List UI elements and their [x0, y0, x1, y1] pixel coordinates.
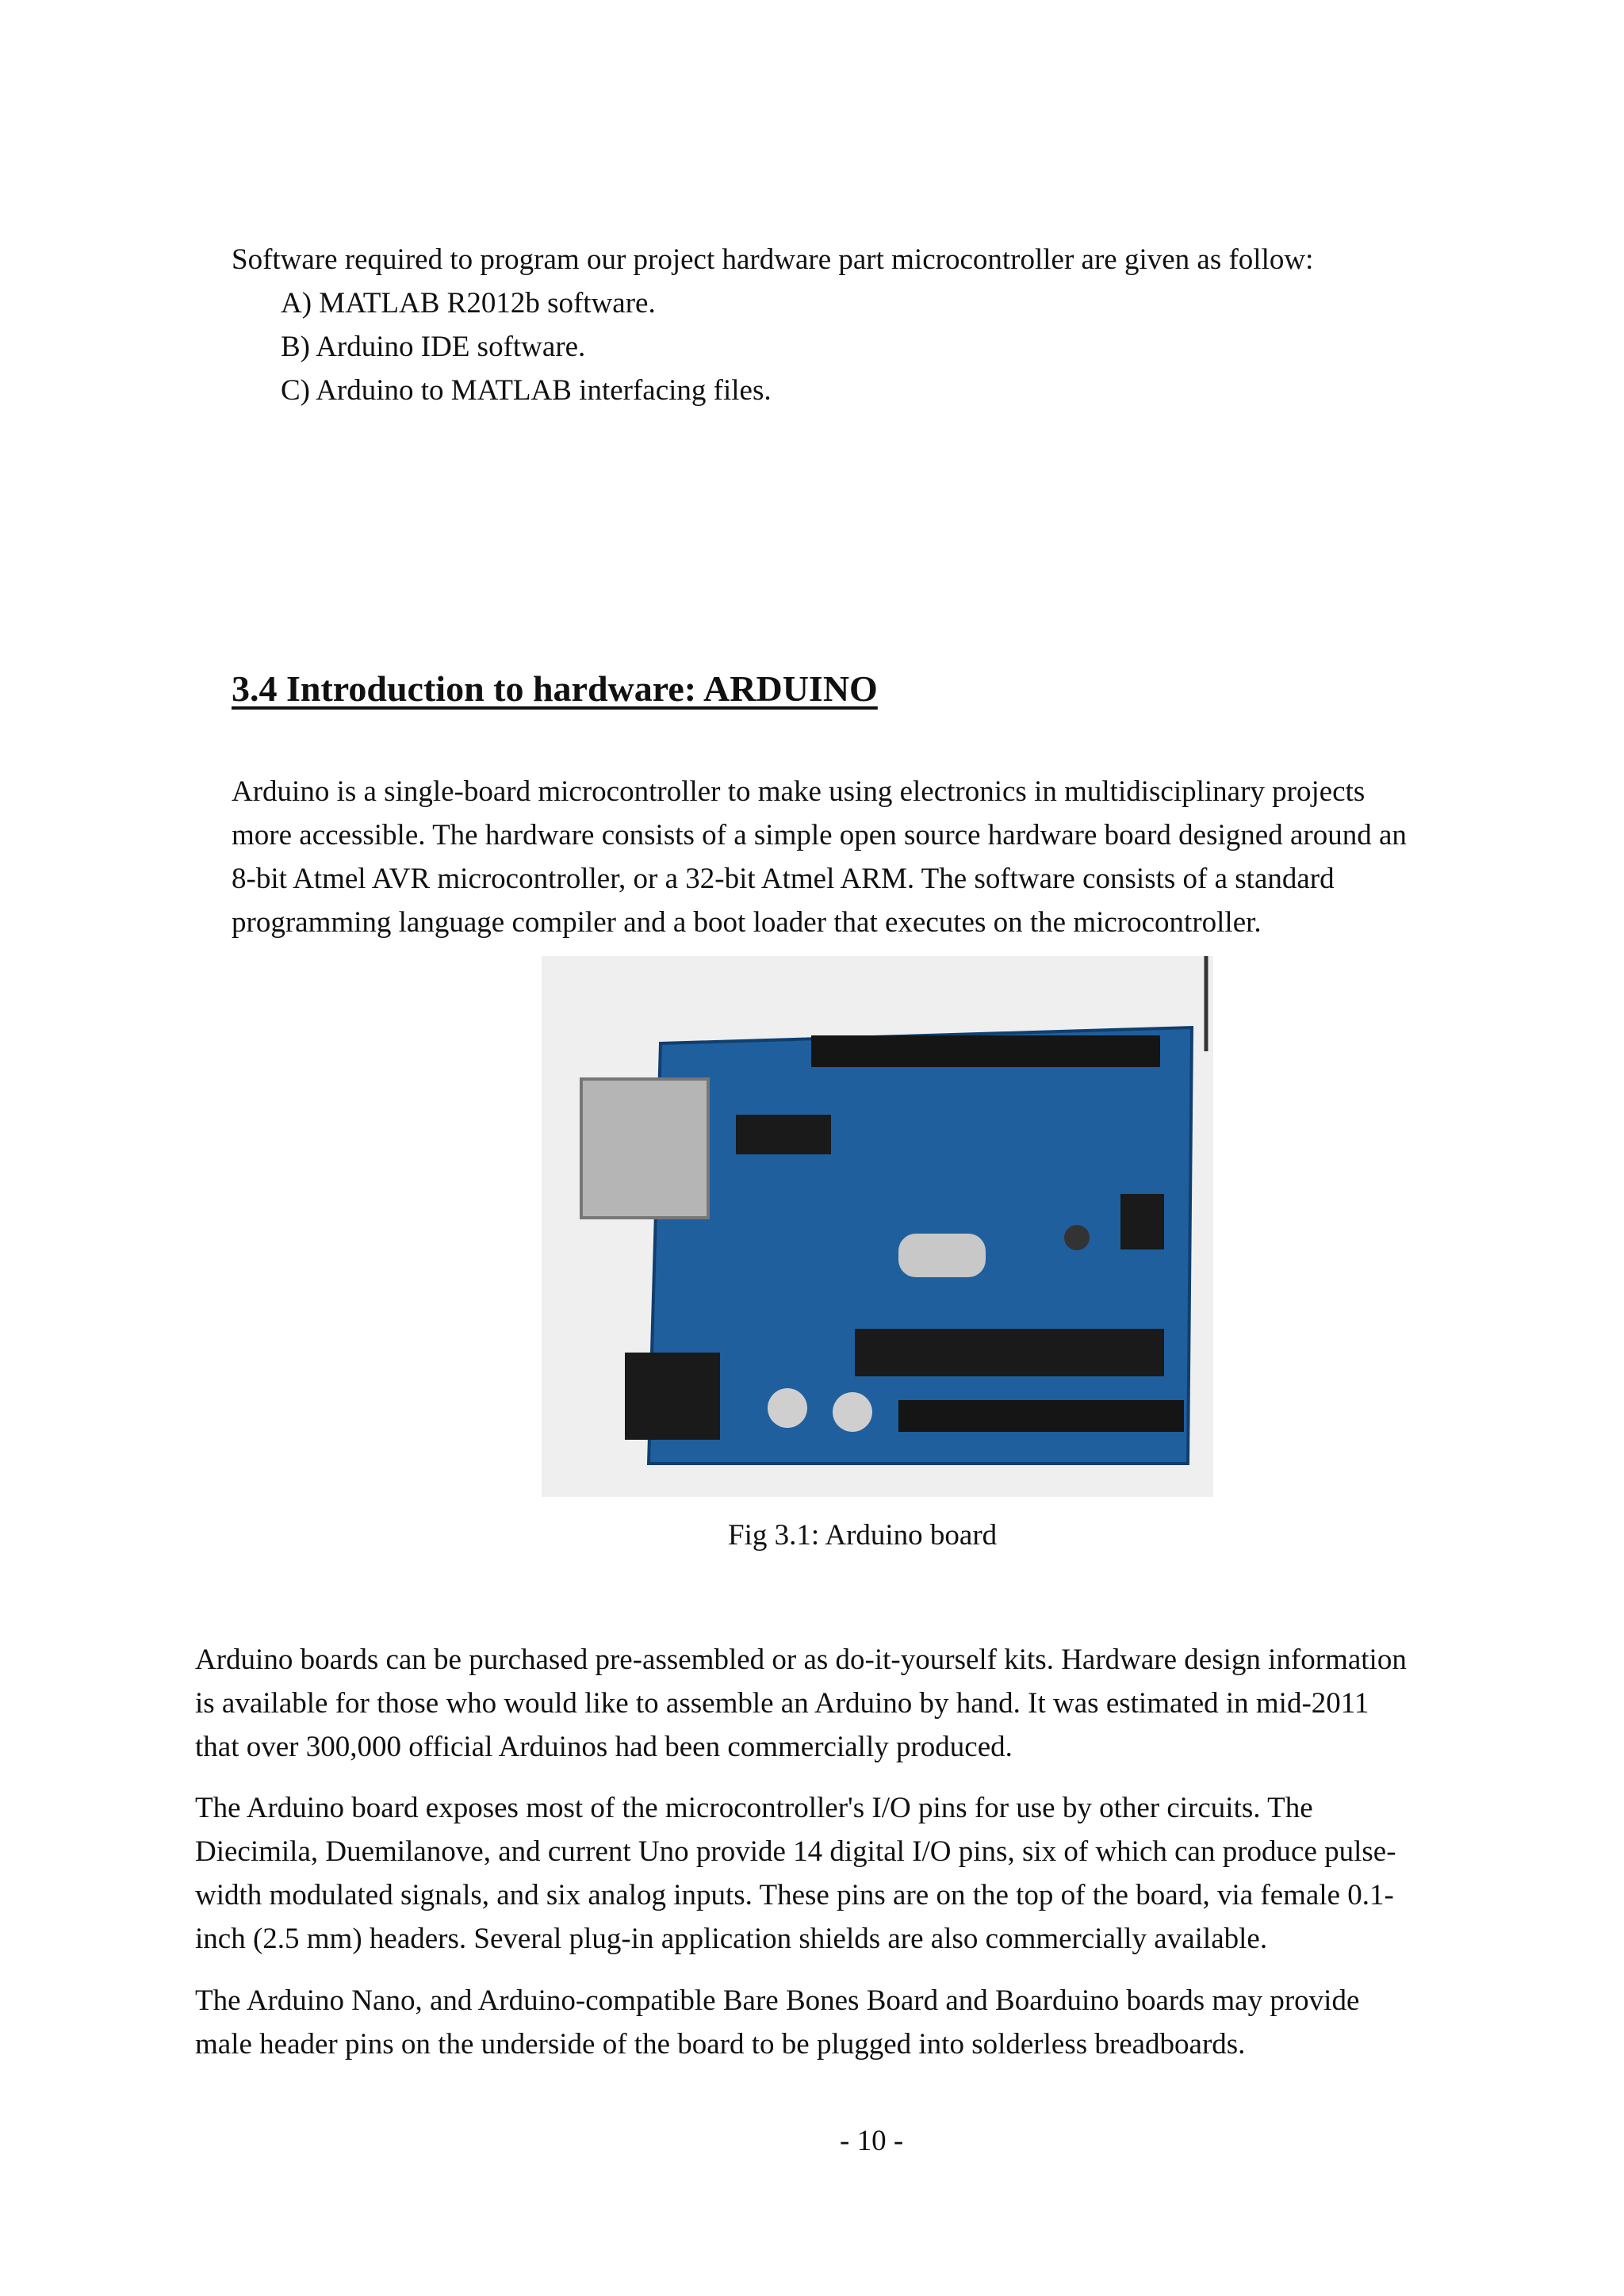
paragraph-line: more accessible. The hardware consists of a simple open source hardware board designed around an — [232, 819, 1407, 851]
section-heading: 3.4 Introduction to hardware: ARDUINO — [232, 668, 878, 709]
paragraph-line: Arduino boards can be purchased pre-assembled or as do-it-yourself kits. Hardware design information — [195, 1644, 1407, 1676]
page-number: - 10 - — [840, 2125, 904, 2157]
intro-text: Software required to program our project hardware part microcontroller are given as follow: — [232, 243, 1314, 276]
list-item: A) MATLAB R2012b software. — [281, 287, 656, 320]
figure-caption: Fig 3.1: Arduino board — [728, 1519, 998, 1552]
list-item: B) Arduino IDE software. — [281, 331, 586, 363]
body-paragraph — [195, 1979, 1359, 2066]
paragraph-line: 8-bit Atmel AVR microcontroller, or a 32-bit Atmel ARM. The software consists of a standard — [232, 863, 1335, 895]
body-paragraph — [195, 1638, 1407, 1769]
body-paragraph — [195, 1786, 1396, 1961]
arduino-board-image — [542, 956, 1213, 1497]
paragraph-line: inch (2.5 mm) headers. Several plug-in application shields are also commercially available. — [195, 1923, 1268, 1955]
arduino-intro-paragraph — [232, 770, 1407, 944]
paragraph-line: programming language compiler and a boot loader that executes on the microcontroller. — [232, 906, 1262, 939]
paragraph-line: Arduino is a single-board microcontroller to make using electronics in multidisciplinary projects — [232, 775, 1365, 808]
list-item: C) Arduino to MATLAB interfacing files. — [281, 374, 772, 407]
arduino-board-illustration — [542, 956, 1213, 1497]
paragraph-line: that over 300,000 official Arduinos had been commercially produced. — [195, 1731, 1013, 1763]
paragraph-line: The Arduino board exposes most of the microcontroller's I/O pins for use by other circuits. The — [195, 1792, 1313, 1824]
intro-paragraph — [232, 238, 1313, 412]
paragraph-line: width modulated signals, and six analog inputs. These pins are on the top of the board, via female 0.1- — [195, 1879, 1394, 1911]
paragraph-line: The Arduino Nano, and Arduino-compatible Bare Bones Board and Boarduino boards may provide — [195, 1984, 1360, 2017]
paragraph-line: is available for those who would like to assemble an Arduino by hand. It was estimated in mid-2011 — [195, 1687, 1369, 1720]
paragraph-line: male header pins on the underside of the board to be plugged into solderless breadboards. — [195, 2028, 1246, 2061]
paragraph-line: Diecimila, Duemilanove, and current Uno provide 14 digital I/O pins, six of which can produce pulse- — [195, 1835, 1396, 1868]
